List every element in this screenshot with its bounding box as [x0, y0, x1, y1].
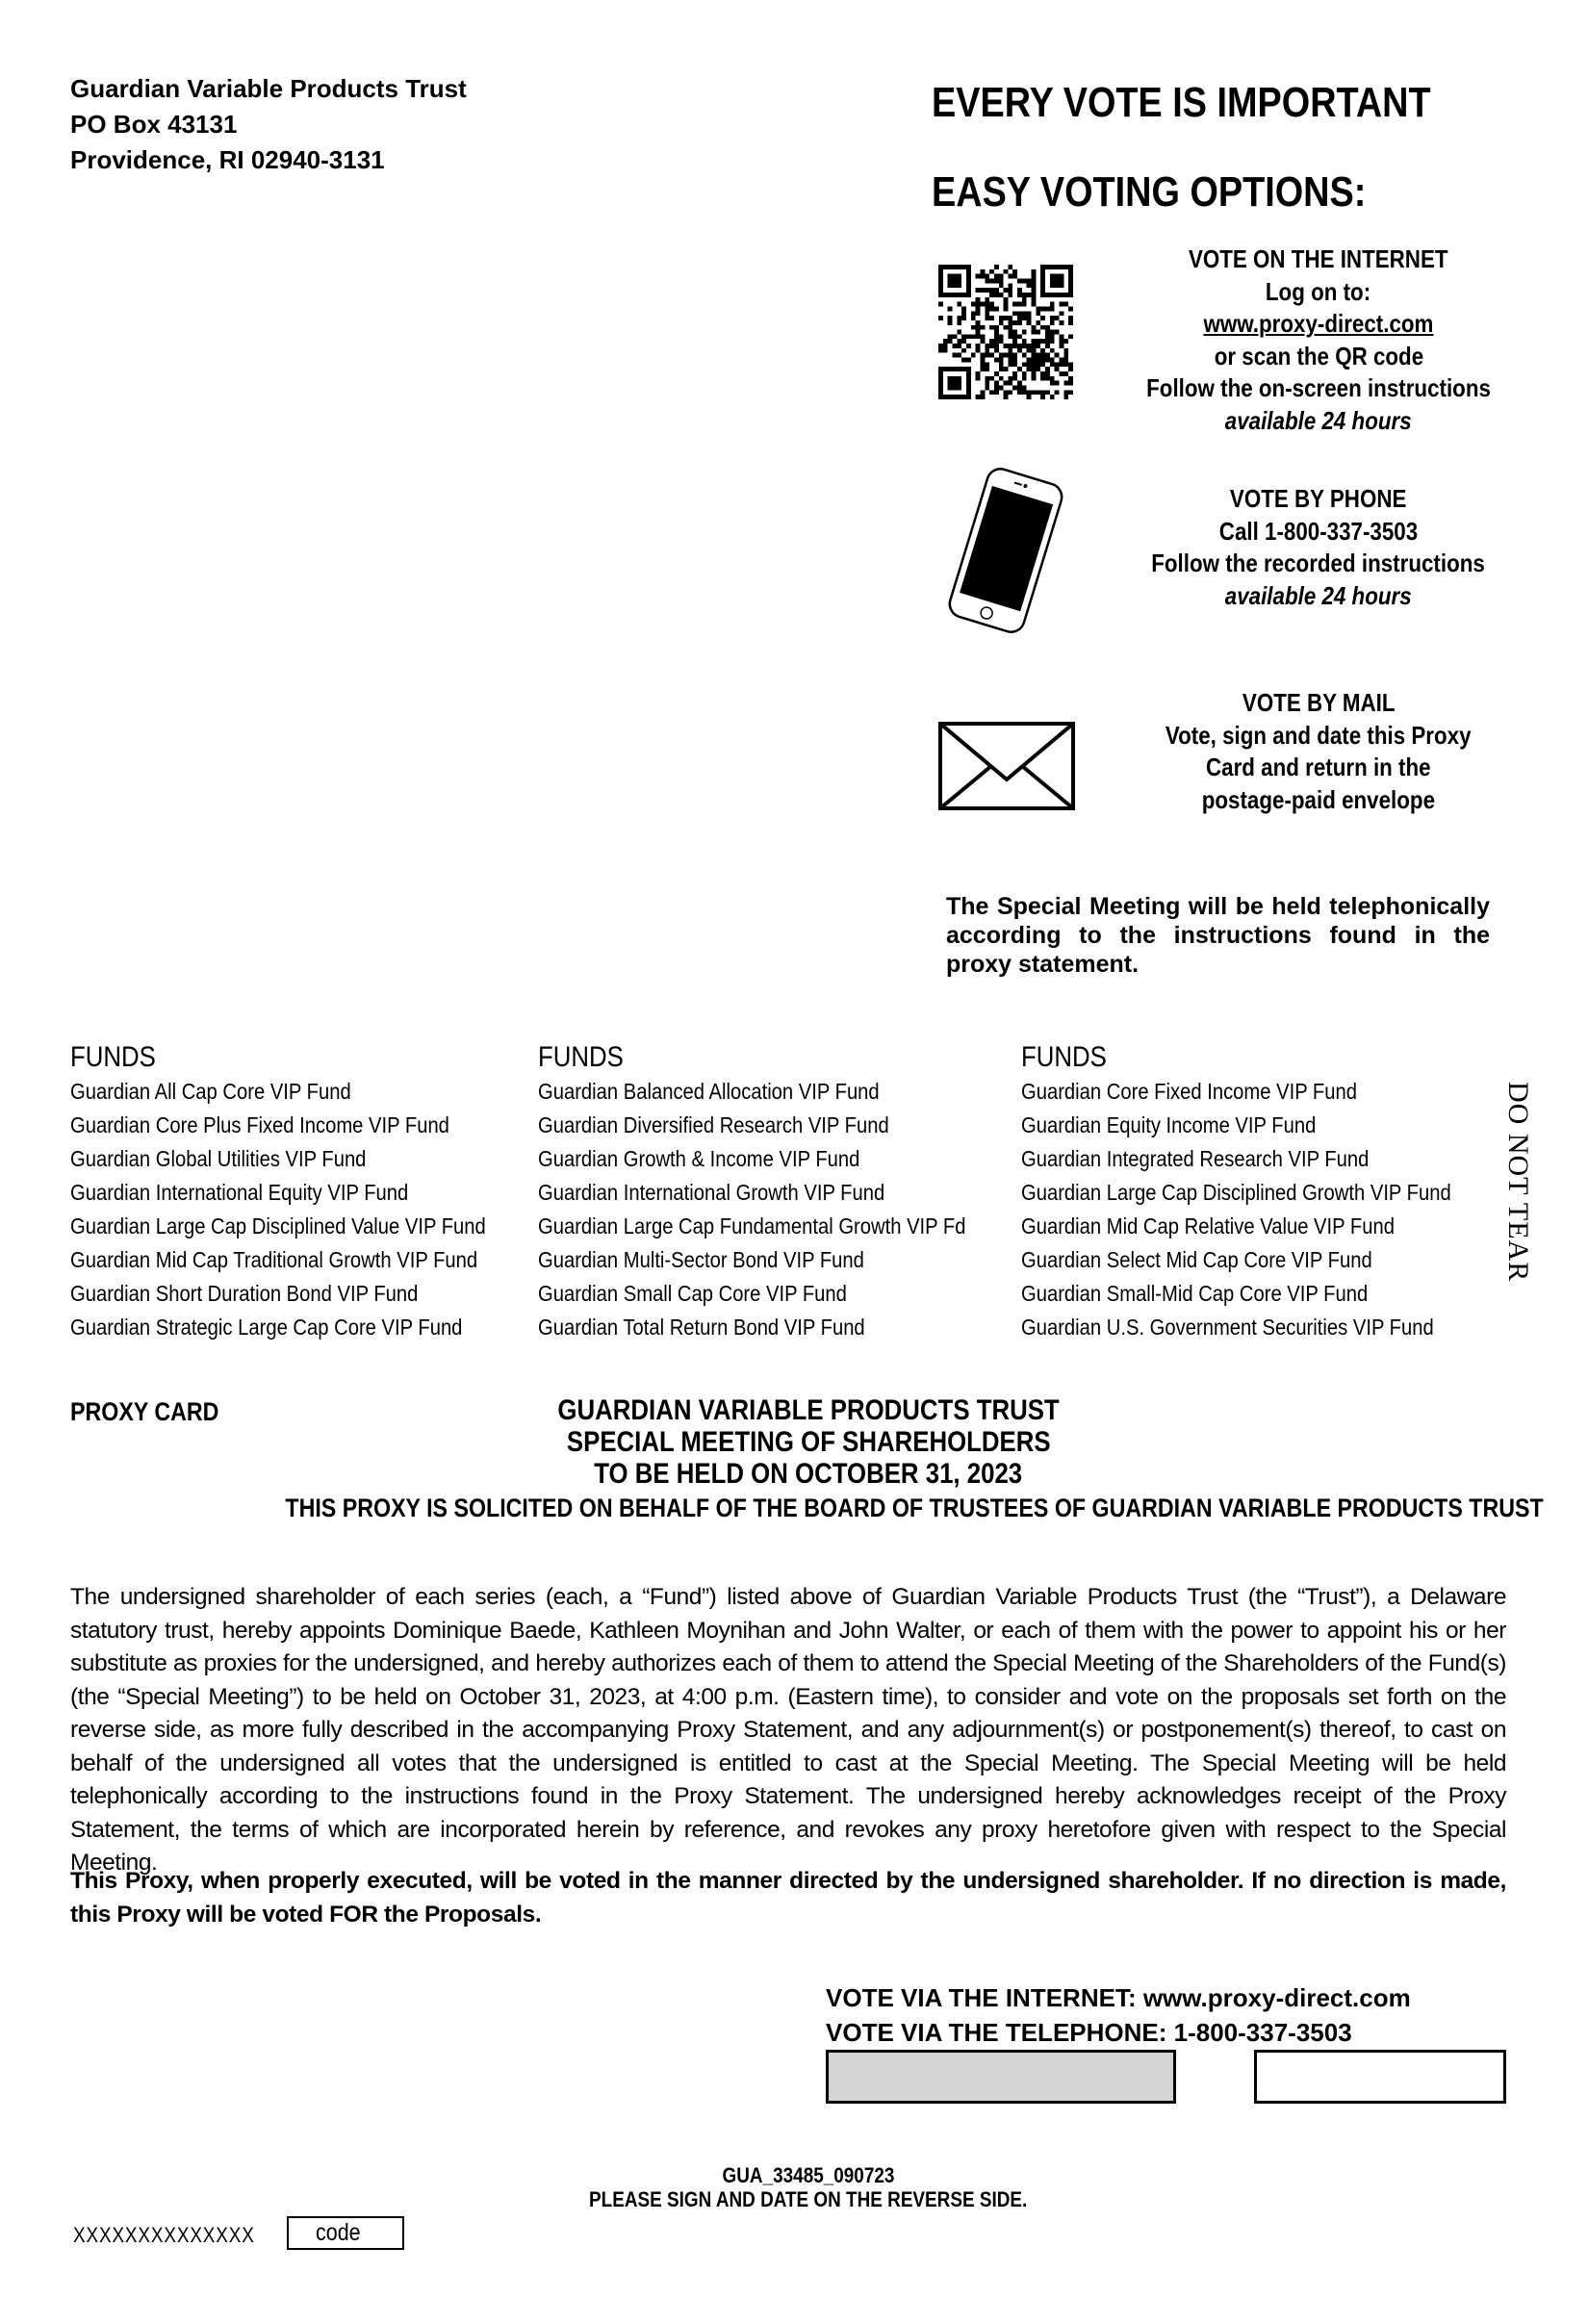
do-not-tear-label: DO NOT TEAR — [1502, 1082, 1534, 1283]
document-code: GUA_33485_090723 — [722, 2163, 895, 2187]
fund-name: Guardian Multi-Sector Bond VIP Fund — [538, 1247, 864, 1272]
solicited-line: THIS PROXY IS SOLICITED ON BEHALF OF THE BOARD OF TRUSTEES OF GUARDIAN VARIABLE PRODUCTS TRUST — [285, 1494, 1544, 1522]
fund-name: Guardian Equity Income VIP Fund — [1021, 1112, 1317, 1137]
funds-column — [538, 1039, 1036, 1344]
funds-heading: FUNDS — [1021, 1041, 1107, 1073]
vote-mail-line: postage-paid envelope — [1201, 784, 1436, 814]
code-box: code — [287, 2216, 404, 2250]
security-code-box — [1254, 2050, 1506, 2104]
fund-name: Guardian International Growth VIP Fund — [538, 1180, 885, 1205]
funds-heading: FUNDS — [538, 1041, 624, 1073]
trust-heading-line: SPECIAL MEETING OF SHAREHOLDERS — [566, 1426, 1051, 1458]
fund-name: Guardian Total Return Bond VIP Fund — [538, 1315, 865, 1340]
fund-name: Guardian Large Cap Disciplined Growth VIP Fund — [1021, 1180, 1451, 1205]
direction-paragraph: This Proxy, when properly executed, will be voted in the manner directed by the undersigned shareholder. If no direction is made, this Proxy will be voted FOR the Proposals. — [70, 1868, 1506, 1928]
fund-name: Guardian Short Duration Bond VIP Fund — [70, 1281, 419, 1306]
account-id: XXXXXXXXXXXXXX — [73, 2223, 255, 2247]
return-address-line: Providence, RI 02940-3131 — [70, 145, 385, 174]
vote-mail-title: VOTE BY MAIL — [1242, 688, 1396, 717]
body-paragraph: The undersigned shareholder of each series (each, a “Fund”) listed above of Guardian Variable Products Trust (the “Trust”), a Delaware statutory trust, hereby appoints Dominique Baede, Kathleen Moynihan and John Walter, or each of them with the power to appoint his or her substitute as proxies for the undersigned, and hereby authorizes each of them to attend the Special Meeting of the Shareholders of the Fund(s) (the “Special Meeting”) to be held on October 31, 2023, at 4:00 p.m. (Eastern time), to consider and vote on the proposals set forth on the reverse side, as more fully described in the accompanying Proxy Statement, and any adjournment(s) or postponement(s) thereof, to cast on behalf of the undersigned all votes that the undersigned is entitled to cast at the Special Meeting. The Special Meeting will be held telephonically according to the instructions found in the Proxy Statement. The undersigned hereby acknowledges receipt of the Proxy Statement, the terms of which are incorporated herein by reference, and revokes any proxy heretofore given with respect to the Special Meeting. — [70, 1584, 1506, 1876]
fund-name: Guardian Select Mid Cap Core VIP Fund — [1021, 1247, 1372, 1272]
fund-name: Guardian Global Utilities VIP Fund — [70, 1146, 367, 1171]
vote-phone-block — [1112, 483, 1525, 612]
fund-name: Guardian Diversified Research VIP Fund — [538, 1112, 889, 1137]
control-number-box — [826, 2050, 1176, 2104]
headline-easy-voting: EASY VOTING OPTIONS: — [932, 168, 1367, 216]
vote-phone-number[interactable]: Call 1-800-337-3503 — [1218, 516, 1419, 546]
fund-name: Guardian U.S. Government Securities VIP Fund — [1021, 1315, 1434, 1340]
fund-name: Guardian Core Plus Fixed Income VIP Fund — [70, 1112, 449, 1137]
vote-via-block — [826, 1980, 1411, 2050]
sign-instruction: PLEASE SIGN AND DATE ON THE REVERSE SIDE. — [589, 2187, 1028, 2211]
vote-internet-line: or scan the QR code — [1214, 341, 1423, 370]
fund-name: Guardian Balanced Allocation VIP Fund — [538, 1079, 880, 1104]
vote-mail-block — [1112, 687, 1525, 816]
fund-name: Guardian Large Cap Disciplined Value VIP Fund — [70, 1213, 486, 1239]
return-address-line: Guardian Variable Products Trust — [70, 74, 467, 103]
vote-internet-block — [1112, 243, 1525, 437]
fund-name: Guardian Mid Cap Traditional Growth VIP Fund — [70, 1247, 478, 1272]
fund-name: Guardian Small-Mid Cap Core VIP Fund — [1021, 1281, 1369, 1306]
vote-internet-title: VOTE ON THE INTERNET — [1189, 244, 1448, 273]
funds-column — [70, 1039, 553, 1344]
headline-every-vote: EVERY VOTE IS IMPORTANT — [932, 79, 1431, 126]
vote-internet-link[interactable]: www.proxy-direct.com — [1203, 309, 1434, 338]
vote-internet-line: Log on to: — [1266, 276, 1371, 306]
vote-phone-availability: available 24 hours — [1225, 580, 1412, 610]
fund-name: Guardian Core Fixed Income VIP Fund — [1021, 1079, 1357, 1104]
fund-name: Guardian Mid Cap Relative Value VIP Fund — [1021, 1213, 1395, 1239]
qr-code-icon[interactable] — [938, 265, 1073, 399]
proxy-card-label: PROXY CARD — [70, 1397, 219, 1426]
phone-icon — [938, 464, 1073, 637]
vote-internet-availability: available 24 hours — [1225, 405, 1412, 435]
fund-name: Guardian All Cap Core VIP Fund — [70, 1079, 351, 1104]
trust-heading-line: GUARDIAN VARIABLE PRODUCTS TRUST — [557, 1394, 1060, 1426]
fund-name: Guardian International Equity VIP Fund — [70, 1180, 409, 1205]
vote-mail-line: Card and return in the — [1206, 753, 1431, 781]
fund-name: Guardian Small Cap Core VIP Fund — [538, 1281, 847, 1306]
vote-via-telephone: VOTE VIA THE TELEPHONE: 1-800-337-3503 — [826, 2018, 1352, 2047]
vote-phone-line: Follow the recorded instructions — [1151, 549, 1486, 577]
fund-name: Guardian Strategic Large Cap Core VIP Fund — [70, 1315, 463, 1340]
fund-name: Guardian Large Cap Fundamental Growth VIP Fd — [538, 1213, 966, 1239]
vote-via-internet: VOTE VIA THE INTERNET: www.proxy-direct.com — [826, 1983, 1411, 2012]
meeting-note: The Special Meeting will be held telephonically according to the instructions found in the proxy statement. — [946, 893, 1490, 978]
vote-mail-line: Vote, sign and date this Proxy — [1165, 720, 1472, 750]
trust-heading-line: TO BE HELD ON OCTOBER 31, 2023 — [594, 1458, 1023, 1490]
vote-phone-title: VOTE BY PHONE — [1230, 484, 1407, 513]
fund-name: Guardian Integrated Research VIP Fund — [1021, 1146, 1370, 1171]
vote-internet-line: Follow the on-screen instructions — [1146, 373, 1491, 402]
fund-name: Guardian Growth & Income VIP Fund — [538, 1146, 860, 1171]
trust-heading — [327, 1394, 1290, 1490]
return-address-line: PO Box 43131 — [70, 110, 238, 139]
return-address — [70, 71, 467, 178]
funds-column — [1021, 1039, 1521, 1344]
envelope-icon — [938, 722, 1075, 810]
funds-heading: FUNDS — [70, 1041, 156, 1073]
